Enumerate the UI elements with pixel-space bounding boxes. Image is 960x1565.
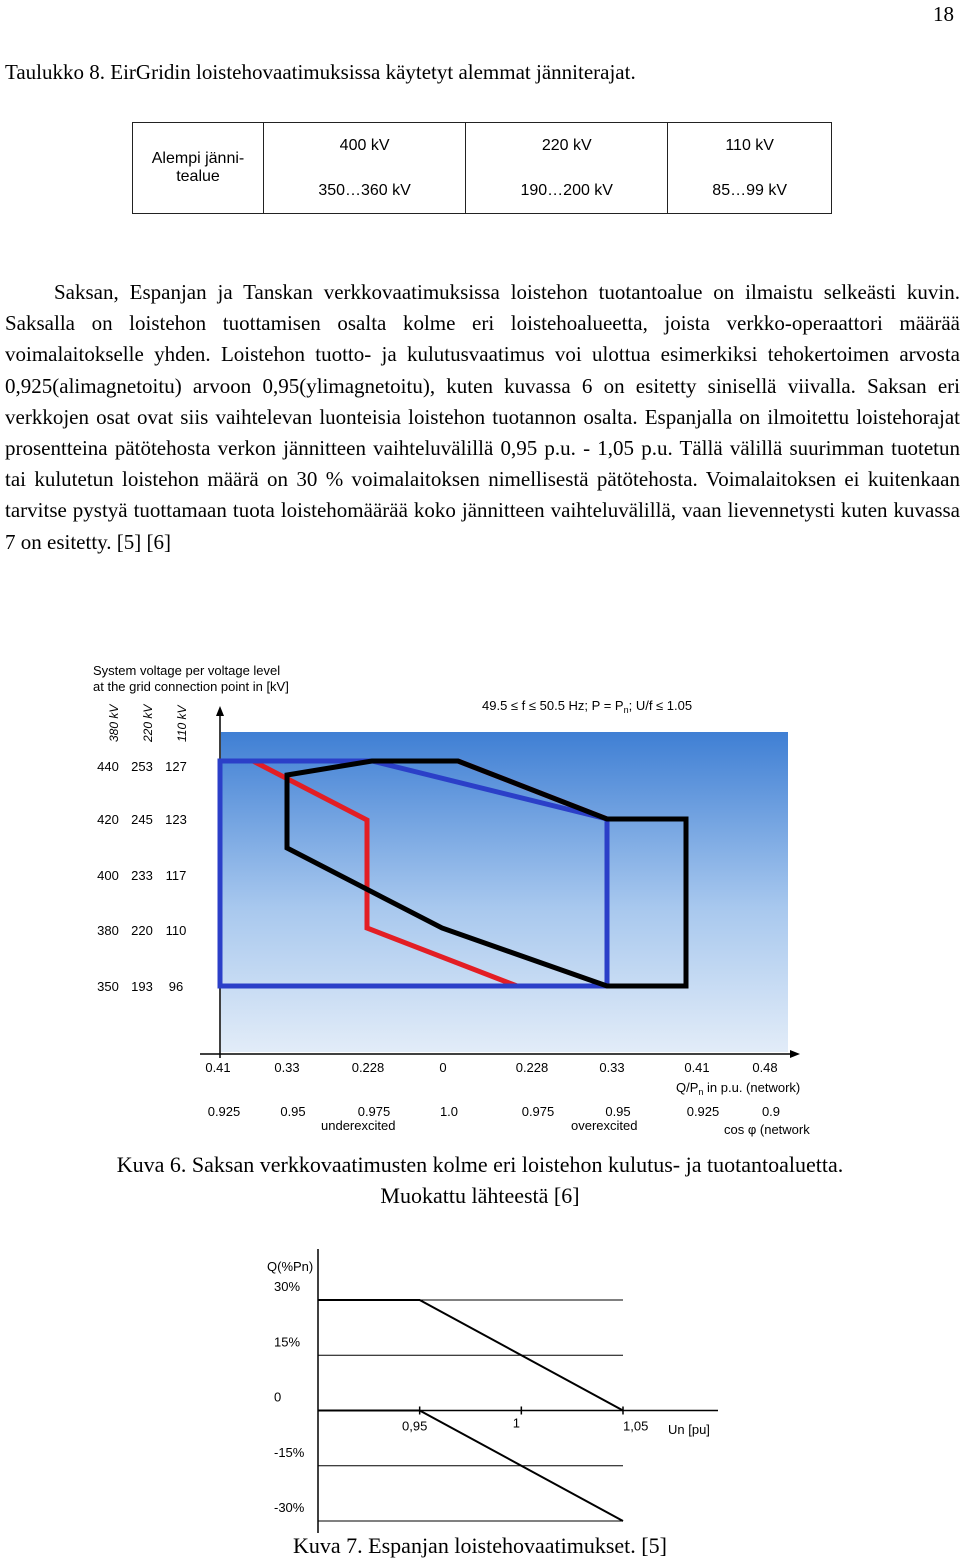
table-column-header: 220 kV <box>466 123 668 169</box>
fig6-cos-ticks <box>208 1104 780 1119</box>
fig6-qp-tick: 0.48 <box>752 1060 778 1075</box>
fig6-voltage-value: 233 <box>131 868 153 883</box>
chart-y-tick-label: 30% <box>274 1279 301 1294</box>
chart-x-axis-label: Un [pu] <box>668 1422 710 1437</box>
fig6-cos-label: cos φ (network <box>724 1122 810 1137</box>
fig6-level-header: 220 kV <box>141 704 155 742</box>
table-column-header: 110 kV <box>668 123 832 169</box>
fig6-voltage-value: 220 <box>131 923 153 938</box>
chart-y-axis-label: Q(%Pn) <box>267 1259 314 1274</box>
table-cell: 85…99 kV <box>668 168 832 214</box>
fig6-qp-tick: 0 <box>439 1060 447 1075</box>
fig6-voltage-value: 117 <box>165 868 187 883</box>
fig6-cos-tick: 0.95 <box>280 1104 306 1119</box>
fig6-qp-ticks <box>205 1060 777 1075</box>
fig6-level-header: 380 kV <box>107 704 121 742</box>
fig6-voltage-value: 123 <box>165 812 187 827</box>
fig6-voltage-value: 110 <box>165 923 187 938</box>
figure-7-caption: Kuva 7. Espanjan loistehovaatimukset. [5] <box>293 1533 667 1558</box>
table-column-header: 400 kV <box>264 123 466 169</box>
fig6-condition: 49.5 ≤ f ≤ 50.5 Hz; $P = P_n$; U/f ≤ 1.05 <box>482 698 693 715</box>
chart-y-tick-label: -30% <box>274 1500 305 1515</box>
figure-6-caption-line2: Muokattu lähteestä [6] <box>380 1183 580 1208</box>
fig6-y-axis-arrow <box>216 706 224 716</box>
table-cell: 350…360 kV <box>264 168 466 214</box>
chart-y-tick-label: 15% <box>274 1334 301 1350</box>
fig6-voltage-value: 420 <box>97 812 119 827</box>
fig6-voltage-value: 127 <box>165 759 187 774</box>
table-cell: 190…200 kV <box>466 168 668 214</box>
fig6-ylabel-line2: at the grid connection point in [kV] <box>93 679 289 694</box>
fig6-qp-tick: 0.228 <box>351 1060 385 1075</box>
fig6-voltage-value: 350 <box>97 979 119 994</box>
fig6-cos-tick: 1.0 <box>439 1104 459 1119</box>
fig6-voltage-value: 380 <box>97 923 119 938</box>
fig6-qp-tick: 0.33 <box>274 1060 300 1075</box>
voltage-limits-table <box>132 122 832 214</box>
fig6-cos-tick: 0.925 <box>686 1104 720 1119</box>
page-number: 18 <box>933 2 954 26</box>
chart-x-tick-label: 1,05 <box>623 1418 649 1434</box>
chart-x-tick-label: 0,95 <box>402 1418 428 1434</box>
figure-6-caption-line1: Kuva 6. Saksan verkkovaatimusten kolme eri loistehon kulutus- ja tuotantoaluetta. <box>116 1152 844 1177</box>
fig6-voltage-value: 193 <box>131 979 153 994</box>
fig6-qp-tick: 0.41 <box>684 1060 710 1075</box>
fig6-qp-tick: 0.33 <box>599 1060 625 1075</box>
fig6-voltage-rows <box>97 759 187 994</box>
fig6-qp-label: $Q/P_n$ in p.u. (network) <box>676 1080 801 1097</box>
fig6-cos-tick: 0.9 <box>761 1104 781 1119</box>
chart-y-tick-label: 0 <box>274 1389 282 1405</box>
fig6-cos-tick: 0.925 <box>207 1104 241 1119</box>
fig6-underexcited-label: underexcited <box>321 1118 396 1133</box>
fig6-voltage-value: 245 <box>131 812 153 827</box>
fig6-voltage-value: 400 <box>97 868 119 883</box>
table-caption: Taulukko 8. EirGridin loistehovaatimuksissa käytetyt alemmat jänniterajat. <box>5 60 636 84</box>
fig6-cos-tick: 0.975 <box>357 1104 391 1119</box>
chart-x-tick-label: 1 <box>512 1415 520 1431</box>
figure-7-spain-reactive-power-chart <box>258 1245 728 1535</box>
fig6-overexcited-label: overexcited <box>571 1118 638 1133</box>
table-row-header: Alempi jänni-tealue <box>133 123 264 214</box>
chart-y-tick-label: -15% <box>274 1444 305 1460</box>
fig6-cos-tick: 0.975 <box>521 1104 555 1119</box>
fig6-ylabel-line1: System voltage per voltage level <box>93 663 281 678</box>
chart-y-ticks <box>274 1279 305 1515</box>
fig6-qp-tick: 0.228 <box>515 1060 549 1075</box>
figure-6-voltage-reactive-power-diagram <box>80 658 860 1138</box>
fig6-voltage-value: 96 <box>168 979 184 994</box>
fig6-qp-tick: 0.41 <box>205 1060 231 1075</box>
fig6-cos-tick: 0.95 <box>605 1104 631 1119</box>
fig6-voltage-value: 253 <box>131 759 153 774</box>
fig6-x-axis-arrow <box>790 1050 800 1058</box>
fig6-level-header: 110 kV <box>175 705 189 742</box>
body-text <box>5 277 960 558</box>
fig6-voltage-value: 440 <box>97 759 119 774</box>
body-paragraph: Saksan, Espanjan ja Tanskan verkkovaatimuksissa loistehon tuotantoalue on ilmaistu selkeästi kuvin. Saksalla on loistehon tuottamisen osalta kolme eri loistehoalueetta, joista verkko-operaattori määrää voimalaitokselle yhden. Loistehon tuotto- ja kulutusvaatimus voi ulottua esimerkiksi tehokertoimen arvosta 0,925(alimagnetoitu) arvoon 0,95(ylimagnetoitu), kuten kuvassa 6 on esitetty sinisellä viivalla. Saksan eri verkkojen osat ovat siis vaihtelevan luonteisia loistehon tuotannon osalta. Espanjalla on ilmoitettu loistehorajat prosentteina pätötehosta verkon jännitteen vaihteluvälillä 0,95 p.u. - 1,05 p.u. Tällä välillä suurimman tuotetun tai kulutetun loistehon määrä on 30 % voimalaitoksen nimellisestä pätötehosta. Voimalaitoksen ei kuitenkaan tarvitse pystyä tuottamaan tuota loistehomäärää koko jännitteen vaihteluvälillä, vaan lievennetysti kuten kuvassa 7 on esitetty. [5] [6] <box>5 280 960 554</box>
